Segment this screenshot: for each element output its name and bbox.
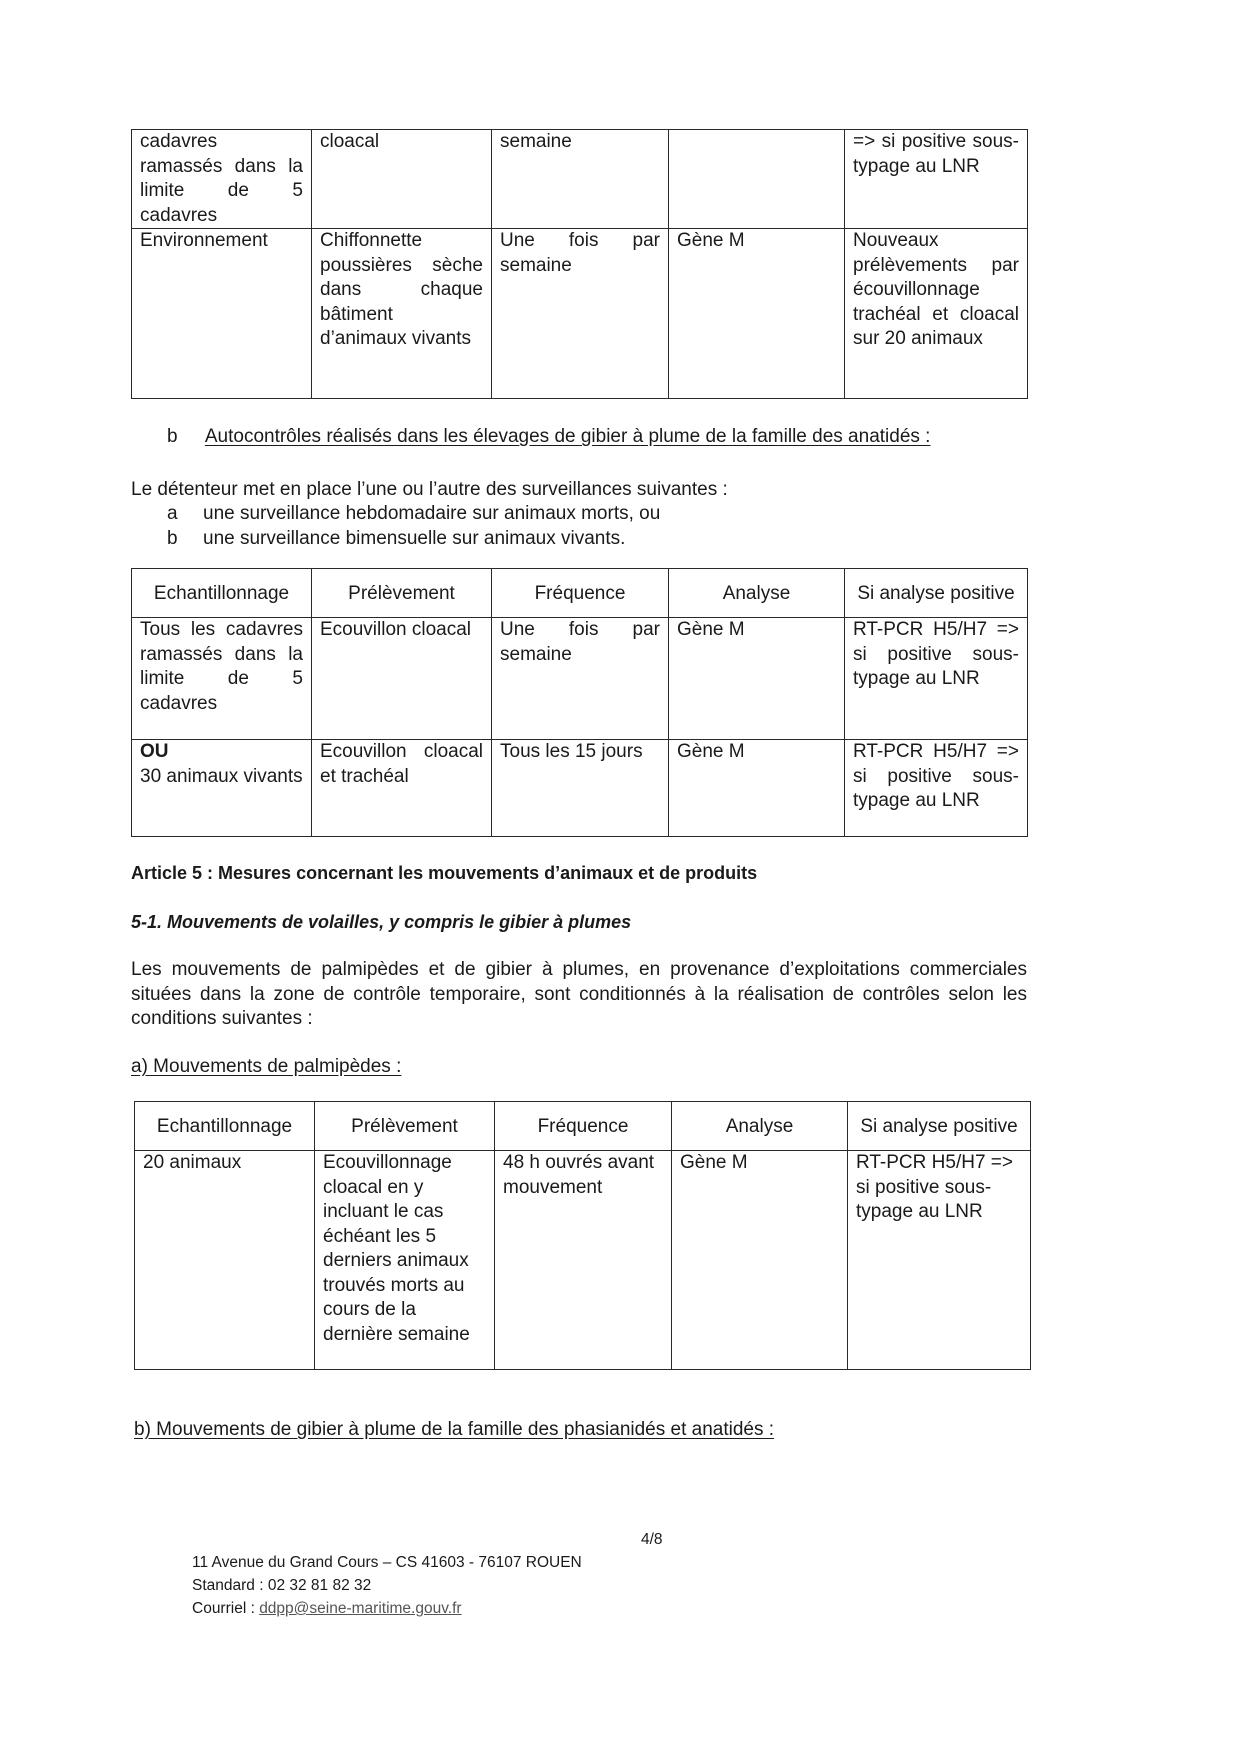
- table-autocontroles-anatides: [131, 568, 1028, 837]
- cell-si-positive: => si positive sous-typage au LNR: [845, 130, 1028, 229]
- table-row: [135, 1151, 1031, 1370]
- list-item: b une surveillance bimensuelle sur animaux vivants.: [167, 527, 626, 549]
- table-row: [132, 618, 1028, 740]
- cell-frequence: 48 h ouvrés avant mouvement: [495, 1151, 672, 1370]
- header-echantillonnage: Echantillonnage: [132, 569, 312, 618]
- cell-si-positive: RT-PCR H5/H7 => si positive sous-typage au LNR: [845, 740, 1028, 837]
- article-5-paragraph: Les mouvements de palmipèdes et de gibier à plumes, en provenance d’exploitations commerciales situées dans la zone de contrôle temporaire, sont conditionnés à la réalisation de contrôles selon les conditions suivantes :: [131, 959, 1027, 1029]
- section-b-heading: [167, 425, 1047, 450]
- table-mouvements-palmipedes: [134, 1101, 1031, 1370]
- subsection-b-title: b) Mouvements de gibier à plume de la famille des phasianidés et anatidés :: [134, 1419, 775, 1440]
- table-header-row: [132, 569, 1028, 618]
- cell-frequence: Tous les 15 jours: [492, 740, 669, 837]
- cell-frequence: Une fois par semaine: [492, 618, 669, 740]
- page-number: 4/8: [641, 1531, 663, 1548]
- article-5-title: Article 5 : Mesures concernant les mouvements d’animaux et de produits: [131, 863, 758, 883]
- cell-analyse: [669, 130, 845, 229]
- cell-analyse: Gène M: [669, 229, 845, 399]
- section-b-letter: b: [167, 426, 178, 447]
- cell-prelevement: Ecouvillon cloacal et trachéal: [312, 740, 492, 837]
- table-row: [132, 740, 1028, 837]
- cell-analyse: Gène M: [672, 1151, 848, 1370]
- footer-email-link[interactable]: ddpp@seine-maritime.gouv.fr: [259, 1600, 462, 1617]
- table-row: [132, 130, 1028, 229]
- footer-phone: Standard : 02 32 81 82 32: [192, 1577, 372, 1594]
- cell-si-positive: RT-PCR H5/H7 => si positive sous-typage au LNR: [845, 618, 1028, 740]
- or-label: OU: [140, 741, 169, 762]
- cell-frequence: Une fois par semaine: [492, 229, 669, 399]
- header-si-positive: Si analyse positive: [845, 569, 1028, 618]
- header-echantillonnage: Echantillonnage: [135, 1102, 315, 1151]
- intro-paragraph: Le détenteur met en place l’une ou l’autre des surveillances suivantes :: [131, 479, 728, 500]
- footer-address: 11 Avenue du Grand Cours – CS 41603 - 76107 ROUEN: [192, 1554, 582, 1571]
- cell-prelevement: Ecouvillon cloacal: [312, 618, 492, 740]
- cell-echantillonnage: Tous les cadavres ramassés dans la limite de 5 cadavres: [132, 618, 312, 740]
- cell-echantillonnage: 20 animaux: [135, 1151, 315, 1370]
- header-prelevement: Prélèvement: [315, 1102, 495, 1151]
- cell-echantillonnage: cadavres ramassés dans la limite de 5 cadavres: [132, 130, 312, 229]
- header-prelevement: Prélèvement: [312, 569, 492, 618]
- cell-analyse: Gène M: [669, 618, 845, 740]
- cell-prelevement: Ecouvillonnage cloacal en y incluant le cas échéant les 5 derniers animaux trouvés morts au cours de la dernière semaine: [315, 1151, 495, 1370]
- header-analyse: Analyse: [669, 569, 845, 618]
- header-analyse: Analyse: [672, 1102, 848, 1151]
- footer-email-label: Courriel :: [192, 1600, 260, 1617]
- list-item: a une surveillance hebdomadaire sur animaux morts, ou: [167, 503, 661, 524]
- header-frequence: Fréquence: [492, 569, 669, 618]
- section-b-title: Autocontrôles réalisés dans les élevages de gibier à plume de la famille des anatidés :: [204, 426, 931, 447]
- article-5-subtitle: 5-1. Mouvements de volailles, y compris le gibier à plumes: [131, 912, 632, 932]
- footer-contact: [192, 1551, 792, 1620]
- cell-si-positive: Nouveaux prélèvements par écouvillonnage trachéal et cloacal sur 20 animaux: [845, 229, 1028, 399]
- table-row: [132, 229, 1028, 399]
- cell-frequence: semaine: [492, 130, 669, 229]
- header-si-positive: Si analyse positive: [848, 1102, 1031, 1151]
- table-header-row: [135, 1102, 1031, 1151]
- footer-email-line: [192, 1597, 792, 1620]
- cell-prelevement: cloacal: [312, 130, 492, 229]
- intro-list: [167, 502, 1027, 551]
- cell-echantillonnage: Environnement: [132, 229, 312, 399]
- cell-analyse: Gène M: [669, 740, 845, 837]
- cell-si-positive: RT-PCR H5/H7 => si positive sous-typage au LNR: [848, 1151, 1031, 1370]
- cell-echantillonnage: OU 30 animaux vivants: [132, 740, 312, 837]
- table-surveillance-continued: [131, 129, 1028, 399]
- subsection-a-title: a) Mouvements de palmipèdes :: [131, 1056, 402, 1077]
- header-frequence: Fréquence: [495, 1102, 672, 1151]
- cell-prelevement: Chiffonnette poussières sèche dans chaque bâtiment d’animaux vivants: [312, 229, 492, 399]
